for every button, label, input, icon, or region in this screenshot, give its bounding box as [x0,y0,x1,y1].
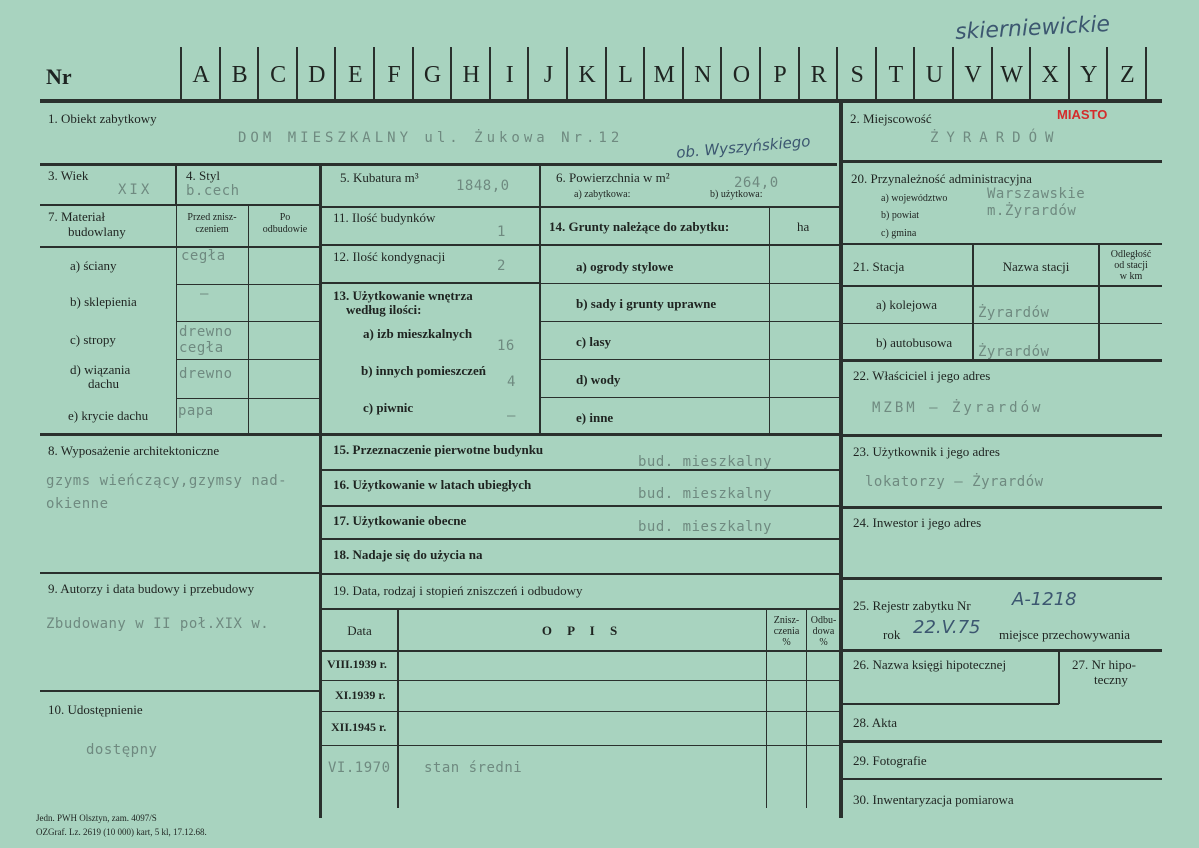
f26-label: 26. Nazwa księgi hipotecznej [853,657,1007,672]
letter-separator [605,47,607,99]
rule [176,284,321,285]
f1-handwritten: ob. Wyszyńskiego [675,132,812,162]
rule [322,650,840,652]
rule [40,690,321,692]
f8-value-2: okienne [46,496,109,512]
f13-a-label: a) izb mieszkalnych [363,326,473,341]
index-letter-t: T [888,62,904,88]
f19-col-date: Data [347,623,372,638]
index-letter-h: H [462,62,480,88]
rule [541,321,839,322]
f13-b-value: 4 [507,374,516,390]
f20-b-label: b) powiat [881,210,920,221]
f19-label: 19. Data, rodzaj i stopień zniszczeń i odbudowy [333,583,583,598]
rule [40,433,321,436]
letter-separator [991,47,993,99]
index-letter-n: N [694,62,712,88]
index-letter-v: V [964,62,982,88]
f17-label: 17. Użytkowanie obecne [333,513,467,528]
f15-label: 15. Przeznaczenie pierwotne budynku [333,442,544,457]
rule [176,398,321,399]
index-letter-f: F [387,62,401,88]
f19-col-opis: O P I S [541,623,624,638]
f13-c-value: – [507,408,516,424]
f2-stamp: MIASTO [1057,107,1108,122]
index-letter-x: X [1041,62,1059,88]
index-letter-a: A [192,62,210,88]
f7-row-value: drewno [179,366,233,382]
letter-separator [836,47,838,99]
rule [541,206,839,208]
index-letter-l: L [618,62,633,88]
f18-label: 18. Nadaje się do użycia na [333,547,483,562]
rule [843,703,1059,705]
f1-label: 1. Obiekt zabytkowy [48,111,157,126]
f25-label: 25. Rejestr zabytku Nr [853,598,971,613]
f10-label: 10. Udostępnienie [48,702,143,717]
rule [322,244,539,246]
index-letter-s: S [850,62,864,88]
f13-a-value: 16 [497,338,515,354]
f4-label: 4. Styl [186,168,220,183]
rule [769,206,770,434]
letter-separator [875,47,877,99]
index-letter-w: W [1000,62,1023,88]
f22-label: 22. Właściciel i jego adres [853,368,991,383]
rule [843,285,1162,287]
f21-a-label: a) kolejowa [876,297,938,312]
letter-separator [798,47,800,99]
f14-a: a) ogrody stylowe [576,259,674,274]
letter-separator [1145,47,1147,99]
rule [541,397,839,398]
rule [843,506,1162,509]
f7-row-value: – [200,286,209,302]
f17-value: bud. mieszkalny [638,519,772,535]
index-letter-r: R [810,62,827,88]
letter-separator [373,47,375,99]
f2-value: ŻYRARDÓW [930,130,1062,146]
f29-label: 29. Fotografie [853,753,927,768]
index-letter-c: C [270,62,287,88]
f5-value: 1848,0 [456,178,510,194]
letter-separator [759,47,761,99]
f7-row-label: e) krycie dachu [68,408,149,423]
index-letter-m: M [653,62,675,88]
f3-label: 3. Wiek [48,168,89,183]
rule [843,243,1162,245]
index-letter-j: J [543,62,554,88]
rule [397,608,399,808]
f7-row-label: b) sklepienia [70,294,137,309]
f6-value: 264,0 [734,175,779,191]
f13-label-2: według ilości: [346,302,422,317]
rule [541,359,839,360]
f7-label-2: budowlany [68,224,126,239]
f13-c-label: c) piwnic [363,400,414,415]
f14-d: d) wody [576,372,621,387]
f27-label: 27. Nr hipo- [1072,657,1136,672]
f19-row-date: VIII.1939 r. [327,657,387,671]
index-letter-e: E [348,62,363,88]
f19-col-o-2: dowa [812,626,835,637]
f10-value: dostępny [86,742,158,758]
f14-e: e) inne [576,410,614,425]
index-letter-y: Y [1080,62,1098,88]
rule [843,649,1162,652]
f4-value: b.cech [186,183,240,199]
f7-col2: Po [279,212,291,223]
f7-row-value: cegła [181,248,226,264]
rule [322,206,539,208]
rule [843,740,1162,743]
index-letter-d: D [308,62,326,88]
f25-place: miejsce przechowywania [999,627,1131,642]
f7-row-label-2: dachu [88,376,120,391]
f27-label-2: teczny [1094,672,1128,687]
f7-row-label: a) ściany [70,258,117,273]
rule [843,323,1162,324]
f21-col-dist-3: w km [1119,271,1143,282]
letter-separator [1068,47,1070,99]
rule [322,538,840,540]
f11-label: 11. Ilość budynków [333,210,436,225]
f19-row-date: XII.1945 r. [331,720,387,734]
f7-col2-b: odbudowie [262,224,308,235]
f6-sub-b: b) użytkowa: [710,189,763,200]
f15-value: bud. mieszkalny [638,454,772,470]
index-letter-b: B [231,62,248,88]
f6-label: 6. Powierzchnia w m² [556,170,670,185]
index-letter-z: Z [1120,62,1135,88]
letter-separator [643,47,645,99]
rule [322,573,840,575]
nr-label: Nr [46,64,72,89]
f19-col-z-2: czenia [773,626,800,637]
footer-line-2: OZGraf. Lz. 2619 (10 000) kart, 5 kl, 17.12.68. [36,827,207,837]
f14-c: c) lasy [576,334,612,349]
rule [843,434,1162,437]
letter-separator [682,47,684,99]
f1-value: DOM MIESZKALNY ul. Żukowa Nr.12 [238,130,624,146]
rule [843,778,1162,780]
index-letter-u: U [925,62,944,88]
f3-value: XIX [118,182,153,198]
rule [322,282,539,284]
rule [541,244,839,246]
f21-b-value: Żyrardów [978,344,1050,360]
f25-rok: 22.V.75 [913,617,981,638]
letter-separator [566,47,568,99]
f16-value: bud. mieszkalny [638,486,772,502]
f2-label: 2. Miejscowość [850,111,932,126]
f21-a-value: Żyrardów [978,305,1050,321]
rule [541,283,839,284]
rule [176,359,321,360]
letter-separator [412,47,414,99]
f14-label: 14. Grunty należące do zabytku: [549,219,730,234]
letter-separator [720,47,722,99]
f8-label: 8. Wyposażenie architektoniczne [48,443,220,458]
letter-separator [219,47,221,99]
rule [40,204,321,206]
f23-label: 23. Użytkownik i jego adres [853,444,1000,459]
letter-separator [1029,47,1031,99]
f7-row-label: c) stropy [70,332,116,347]
f9-label: 9. Autorzy i data budowy i przebudowy [48,581,255,596]
rule [319,163,322,818]
rule [322,505,840,507]
index-letter-i: I [505,62,514,88]
f7-row-value: papa [178,403,214,419]
f20-label: 20. Przynależność administracyjna [851,171,1032,186]
letter-separator [527,47,529,99]
rule [40,163,321,166]
letter-separator [296,47,298,99]
index-letter-g: G [423,62,442,88]
letter-separator [450,47,452,99]
f14-unit: ha [797,219,810,234]
f6-sub-a: a) zabytkowa: [574,189,631,200]
rule [1058,652,1060,704]
f19-col-o: Odbu- [810,615,837,626]
f7-row-label: d) wiązania [70,362,131,377]
rule [322,433,840,436]
rule [322,745,840,746]
rule [322,680,840,681]
f21-col-dist-2: od stacji [1114,260,1148,271]
f19-row4-opis: stan średni [424,760,523,776]
f20-b-value: m.Żyrardów [987,203,1077,219]
f8-value: gzyms wieńczący,gzymsy nad- [46,473,288,489]
index-letter-o: O [732,62,751,88]
letter-separator [180,47,182,99]
f5-label: 5. Kubatura m³ [340,170,419,185]
footer-line: Jedn. PWH Olsztyn, zam. 4097/S [36,813,157,823]
rule [176,321,321,322]
letter-separator [257,47,259,99]
letter-separator [952,47,954,99]
rule [321,163,837,166]
rule [322,608,840,610]
f7-row-value: drewno [179,324,233,340]
f19-row-date: XI.1939 r. [335,688,386,702]
f7-row-value-2: cegła [179,340,224,356]
f19-col-o-3: % [819,637,828,648]
f24-label: 24. Inwestor i jego adres [853,515,982,530]
f9-value: Zbudowany w II poł.XIX w. [46,616,270,632]
f7-label: 7. Materiał [48,209,106,224]
f19-col-z: Znisz- [773,615,800,626]
rule [40,572,321,574]
f12-label: 12. Ilość kondygnacji [333,249,446,264]
letter-separator [913,47,915,99]
f22-value: MZBM – Żyrardów [872,400,1044,416]
header-rule [40,99,1162,103]
handwritten-region-note: skierniewickie [954,11,1111,46]
f28-label: 28. Akta [853,715,898,730]
f25-rok-label: rok [883,627,901,642]
f19-col-z-3: % [782,637,791,648]
f21-b-label: b) autobusowa [876,335,953,350]
f21-col-name: Nazwa stacji [1002,259,1070,274]
index-letter-p: P [773,62,787,88]
f20-c-label: c) gmina [881,228,917,239]
index-letter-k: K [578,62,596,88]
letter-separator [1106,47,1108,99]
f11-value: 1 [497,224,506,240]
f16-label: 16. Użytkowanie w latach ubiegłych [333,477,532,492]
f19-row4-date: VI.1970 [328,760,391,776]
f20-a-value: Warszawskie [987,186,1086,202]
f13-b-label: b) innych pomieszczeń [361,363,486,378]
letter-separator [334,47,336,99]
rule [322,711,840,712]
rule [843,160,1162,163]
f7-col1-b: czeniem [195,224,229,235]
f23-value: lokatorzy – Żyrardów [865,474,1044,490]
f21-col-dist: Odległość [1110,249,1152,260]
f30-label: 30. Inwentaryzacja pomiarowa [853,792,1014,807]
rule [175,166,177,206]
f7-col1: Przed znisz- [187,212,237,223]
letter-separator [489,47,491,99]
f12-value: 2 [497,258,506,274]
f13-label: 13. Użytkowanie wnętrza [333,288,473,303]
f20-a-label: a) województwo [881,193,948,204]
f14-b: b) sady i grunty uprawne [576,296,717,311]
f21-label: 21. Stacja [853,259,905,274]
f25-nr: A-1218 [1012,589,1077,610]
rule [843,577,1162,580]
